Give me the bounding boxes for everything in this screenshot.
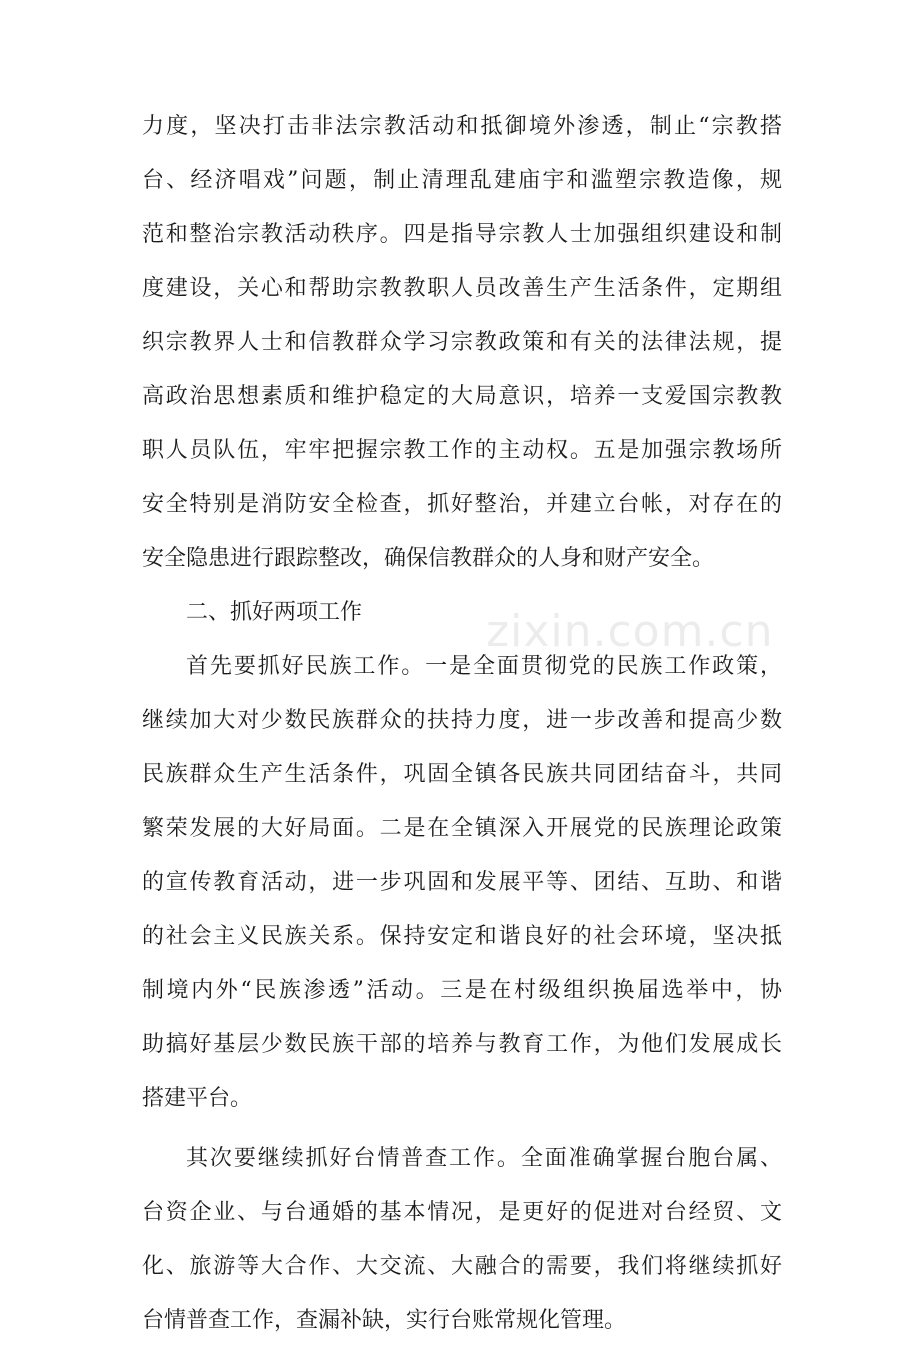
text-line: 首先要抓好民族工作。一是全面贯彻党的民族工作政策，: [186, 654, 782, 679]
text-line: 化、旅游等大合作、大交流、大融合的需要，我们将继续抓好: [142, 1254, 782, 1279]
text-line: 织宗教界人士和信教群众学习宗教政策和有关的法律法规，提: [142, 330, 782, 355]
text-line: 继续加大对少数民族群众的扶持力度，进一步改善和提高少数: [142, 708, 782, 733]
text-line: 职人员队伍，牢牢把握宗教工作的主动权。五是加强宗教场所: [142, 438, 782, 463]
text-line: 台资企业、与台通婚的基本情况，是更好的促进对台经贸、文: [142, 1200, 782, 1225]
text-line: 制境内外“民族渗透”活动。三是在村级组织换届选举中，协: [142, 978, 782, 1003]
text-line: 安全隐患进行跟踪整改，确保信教群众的人身和财产安全。: [142, 546, 715, 571]
text-line: 力度，坚决打击非法宗教活动和抵御境外渗透，制止“宗教搭: [142, 114, 782, 139]
text-line: 民族群众生产生活条件，巩固全镇各民族共同团结奋斗，共同: [142, 762, 782, 787]
text-line: 度建设，关心和帮助宗教教职人员改善生产生活条件，定期组: [142, 276, 782, 301]
section-heading: 二、抓好两项工作: [186, 600, 363, 625]
text-line: 繁荣发展的大好局面。二是在全镇深入开展党的民族理论政策: [142, 816, 782, 841]
text-line: 台情普查工作，查漏补缺，实行台账常规化管理。: [142, 1308, 627, 1333]
text-line: 的社会主义民族关系。保持安定和谐良好的社会环境，坚决抵: [142, 924, 782, 949]
paragraph-religion: [142, 100, 782, 586]
text-line: 安全特别是消防安全检查，抓好整治，并建立台帐，对存在的: [142, 492, 782, 517]
paragraph-taiwan-census: [142, 1132, 782, 1348]
text-line: 其次要继续抓好台情普查工作。全面准确掌握台胞台属、: [186, 1146, 782, 1171]
document-body: [142, 100, 782, 1348]
text-line: 范和整治宗教活动秩序。四是指导宗教人士加强组织建设和制: [142, 222, 782, 247]
text-line: 台、经济唱戏”问题，制止清理乱建庙宇和滥塑宗教造像，规: [142, 168, 782, 193]
text-line: 高政治思想素质和维护稳定的大局意识，培养一支爱国宗教教: [142, 384, 782, 409]
text-line: 的宣传教育活动，进一步巩固和发展平等、团结、互助、和谐: [142, 870, 782, 895]
watermark: zixin.com.cn: [486, 606, 774, 657]
text-line: 搭建平台。: [142, 1086, 253, 1111]
text-line: 助搞好基层少数民族干部的培养与教育工作，为他们发展成长: [142, 1032, 782, 1057]
paragraph-ethnic-work: [142, 640, 782, 1126]
